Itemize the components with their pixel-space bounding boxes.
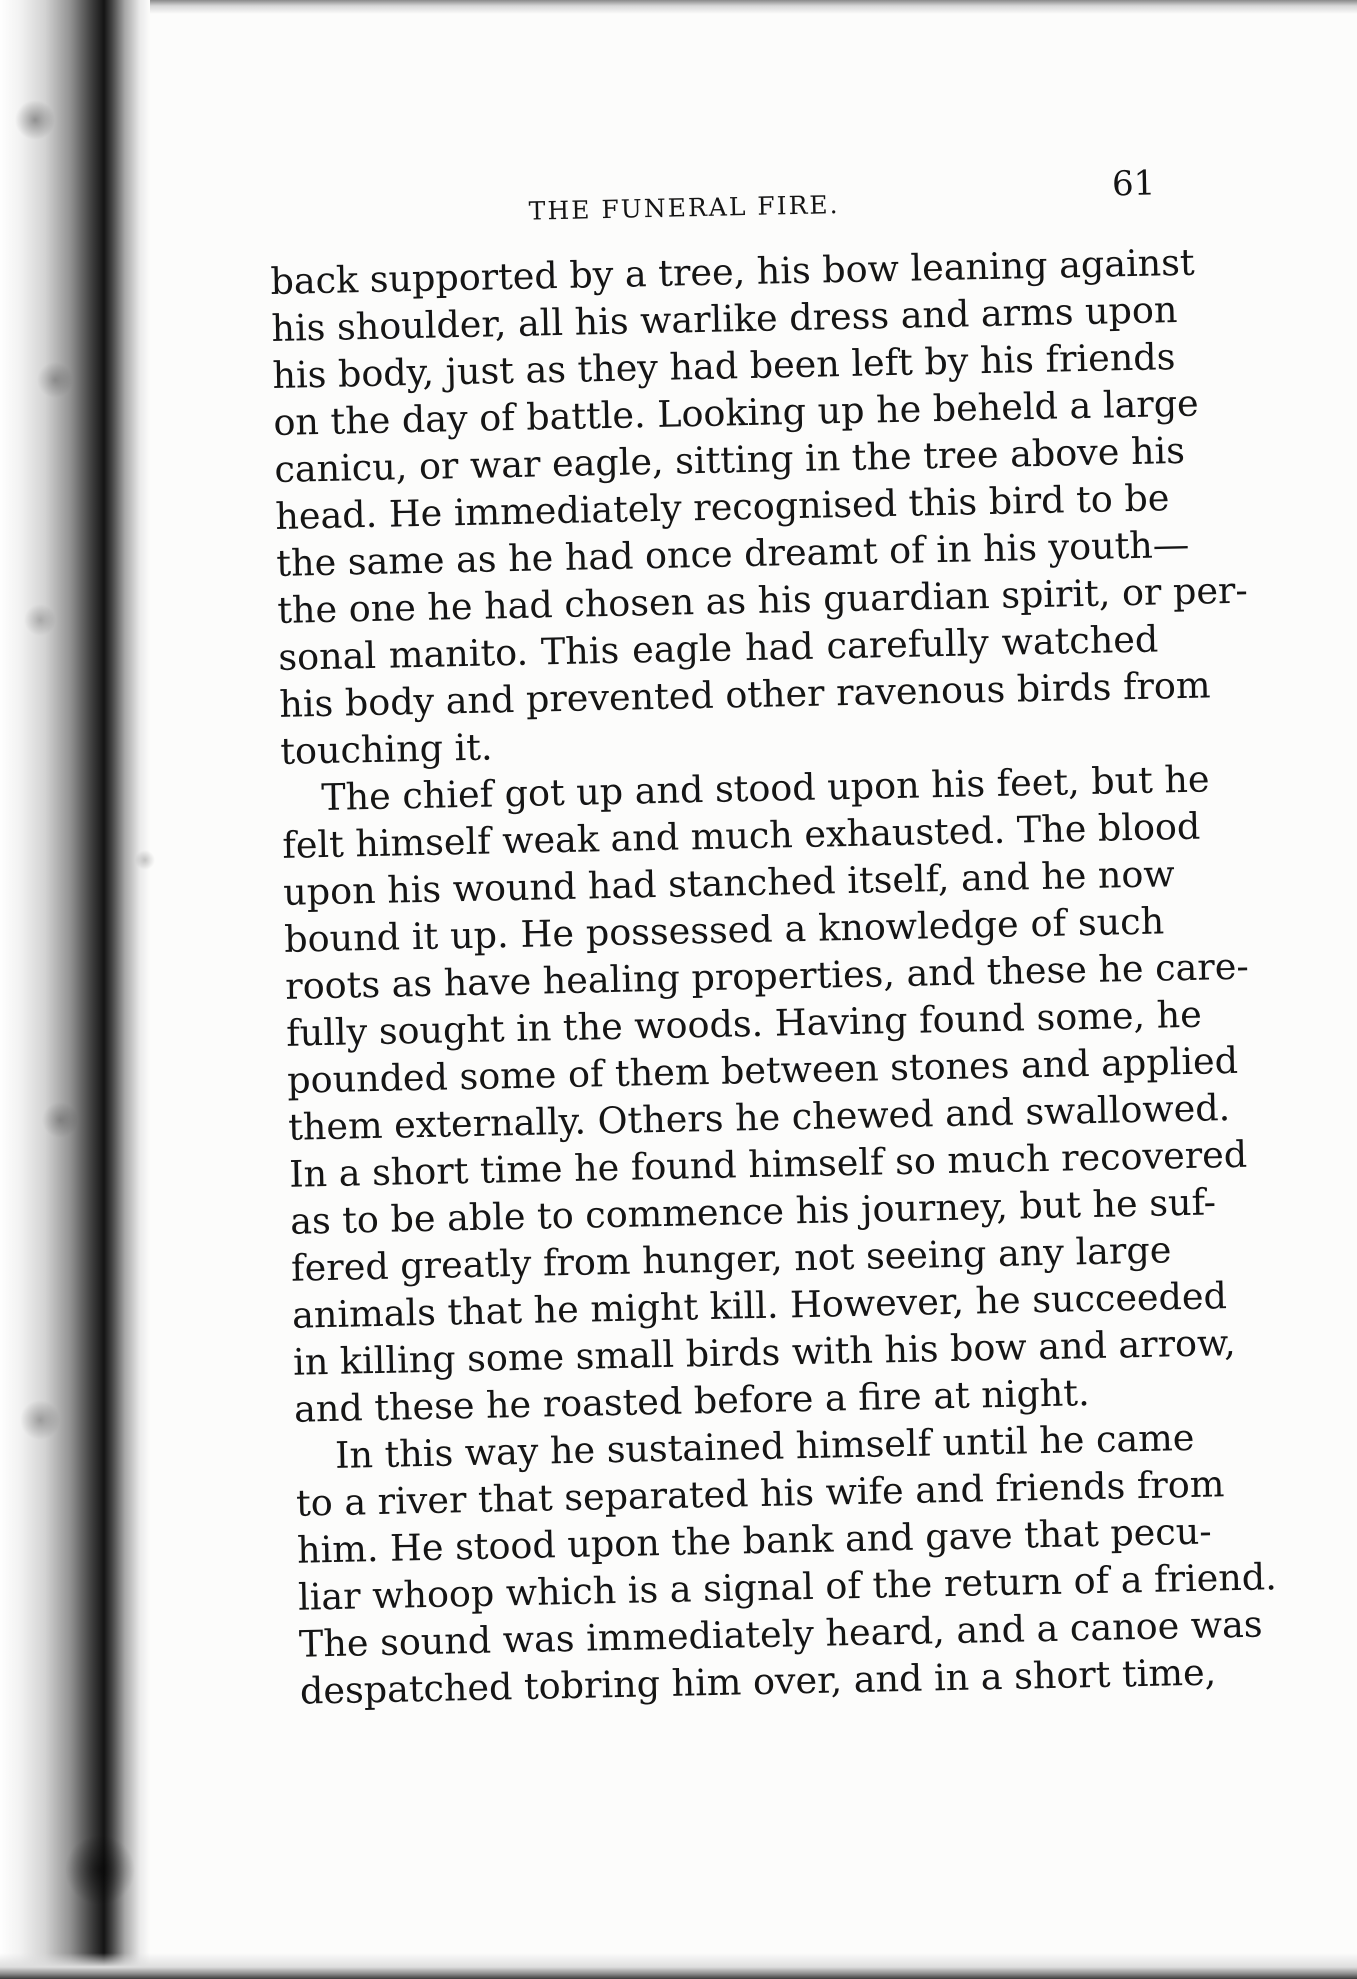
text-line: the same as he had once dreamt of in his youth—	[275, 522, 1190, 585]
text-line: animals that he might kill. However, he succeeded	[291, 1274, 1228, 1337]
text-line: bound it up. He possessed a knowledge of such	[283, 899, 1165, 961]
page-header	[270, 160, 1156, 248]
text-line: In a short time he found himself so much recovered	[288, 1132, 1248, 1196]
text-line: fully sought in the woods. Having found some, he	[285, 992, 1203, 1055]
running-head: THE FUNERAL FIRE.	[528, 190, 840, 226]
text-line: roots as have healing properties, and these he care-	[284, 944, 1250, 1008]
text-line: head. He immediately recognised this bird to be	[274, 476, 1170, 538]
scan-speckle	[0, 0, 190, 1979]
text-line: canicu, or war eagle, sitting in the tree above his	[273, 428, 1186, 491]
paragraph-1	[270, 240, 1249, 775]
text-line: on the day of battle. Looking up he beheld a large	[272, 381, 1200, 444]
text-line: his body and prevented other ravenous birds from	[278, 663, 1211, 726]
text-line: back supported by a tree, his bow leaning against	[270, 240, 1195, 303]
text-line: The sound was immediately heard, and a canoe was	[298, 1602, 1263, 1666]
text-line: In this way he sustained himself until he came	[334, 1415, 1195, 1477]
page-number: 61	[1111, 163, 1156, 205]
text-line: liar whoop which is a signal of the return of a friend.	[297, 1555, 1278, 1619]
body-text	[270, 240, 1278, 1715]
text-line: his shoulder, all his warlike dress and arms upon	[271, 288, 1178, 350]
text-line: upon his wound had stanched itself, and he now	[282, 852, 1176, 914]
text-line: sonal manito. This eagle had carefully watched	[277, 617, 1159, 679]
text-line: his body, just as they had been left by his friends	[272, 335, 1176, 397]
top-edge-shadow	[150, 0, 1357, 14]
text-line: them externally. Others he chewed and swallowed.	[287, 1086, 1231, 1149]
text-line: despatched tobring him over, and in a short time,	[299, 1650, 1217, 1713]
text-line: touching it.	[279, 725, 493, 773]
text-line: the one he had chosen as his guardian spirit, or per-	[276, 568, 1249, 632]
text-line: to a river that separated his wife and friends from	[295, 1462, 1225, 1525]
text-line: pounded some of them between stones and applied	[286, 1038, 1239, 1102]
text-line: and these he roasted before a fire at night.	[293, 1371, 1091, 1431]
text-line: him. He stood upon the bank and gave that pecu-	[296, 1509, 1213, 1572]
text-line: fered greatly from hunger, not seeing any large	[290, 1228, 1172, 1290]
text-line: as to be able to commence his journey, but he suf-	[289, 1180, 1217, 1243]
paragraph-3	[295, 1414, 1278, 1714]
paragraph-2	[281, 756, 1250, 1432]
bottom-edge-shadow	[0, 1953, 1357, 1979]
text-line: in killing some small birds with his bow and arrow,	[292, 1321, 1236, 1384]
text-line: felt himself weak and much exhausted. The blood	[281, 804, 1201, 867]
text-line: The chief got up and stood upon his feet, but he	[320, 757, 1210, 820]
